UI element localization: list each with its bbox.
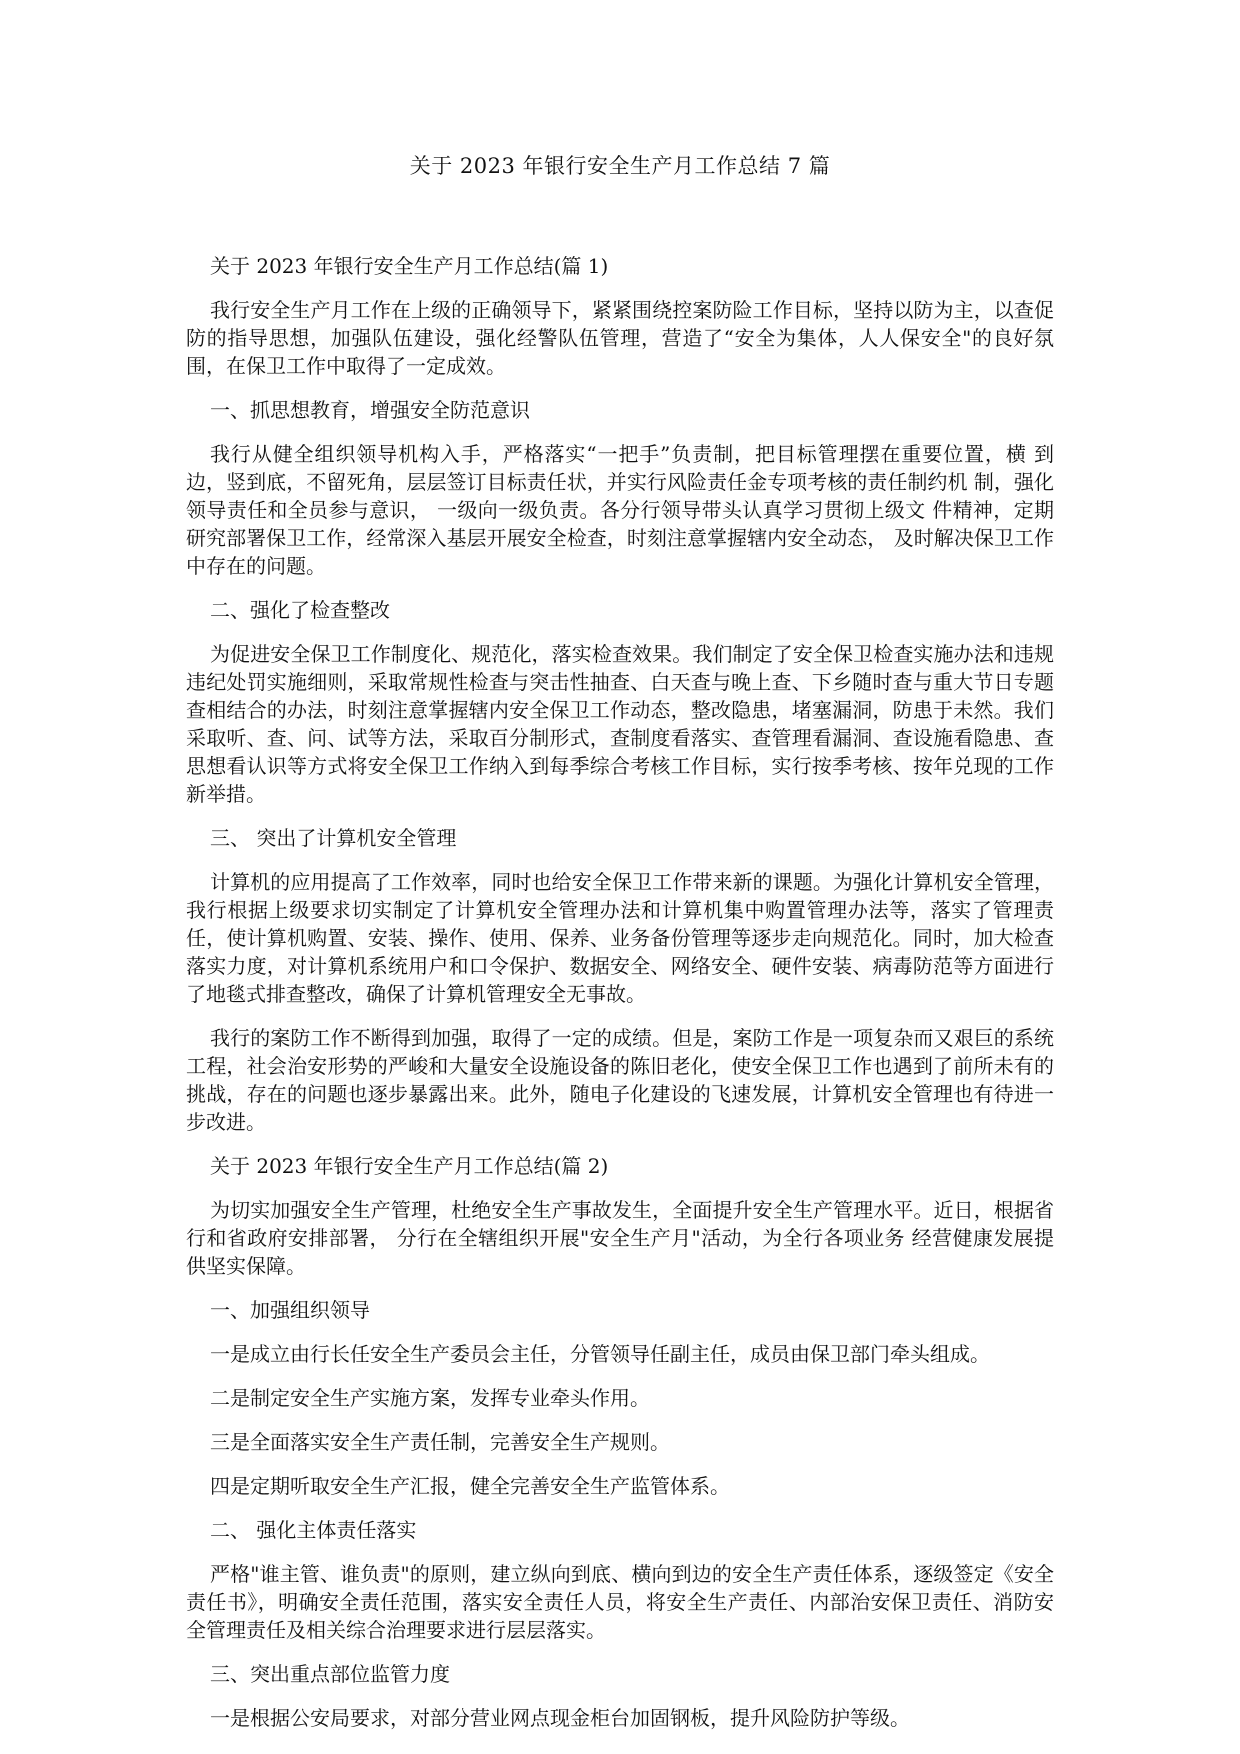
paragraph: 三是全面落实安全生产责任制，完善安全生产规则。	[210, 1430, 670, 1454]
section-heading: 关于 2023 年银行安全生产月工作总结(篇 2)	[210, 1154, 609, 1178]
section-heading: 三、 突出了计算机安全管理	[210, 826, 457, 850]
section-heading: 二、 强化主体责任落实	[210, 1518, 417, 1542]
paragraph: 一是成立由行长任安全生产委员会主任，分管领导任副主任，成员由保卫部门牵头组成。	[210, 1342, 990, 1366]
section-heading: 一、抓思想教育，增强安全防范意识	[210, 398, 530, 422]
paragraph: 我行的案防工作不断得到加强，取得了一定的成绩。但是，案防工作是一项复杂而又艰巨的系统工程，社会治安形势的严峻和大量安全设施设备的陈旧老化，使安全保卫工作也遇到了前所未有的挑战，存在的问题也逐步暴露出来。此外，随电子化建设的飞速发展，计算机安全管理也有待进一步改进。	[186, 1026, 1054, 1134]
document-body	[186, 252, 1054, 1748]
paragraph: 为促进安全保卫工作制度化、规范化，落实检查效果。我们制定了安全保卫检查实施办法和违规违纪处罚实施细则，采取常规性检查与突击性抽查、白天查与晚上查、下乡随时查与重大节日专题查相结合的办法，时刻注意掌握辖内安全保卫工作动态，整改隐患，堵塞漏洞，防患于未然。我们采取听、查、问、试等方法，采取百分制形式，查制度看落实、查管理看漏洞、查设施看隐患、查思想看认识等方式将安全保卫工作纳入到每季综合考核工作目标，实行按季考核、按年兑现的工作新举措。	[186, 642, 1054, 806]
paragraph: 计算机的应用提高了工作效率，同时也给安全保卫工作带来新的课题。为强化计算机安全管理，我行根据上级要求切实制定了计算机安全管理办法和计算机集中购置管理办法等，落实了管理责任，使计算机购置、安装、操作、使用、保养、业务备份管理等逐步走向规范化。同时，加大检查落实力度，对计算机系统用户和口令保护、数据安全、网络安全、硬件安装、病毒防范等方面进行了地毯式排查整改，确保了计算机管理安全无事故。	[186, 870, 1054, 1006]
paragraph: 我行安全生产月工作在上级的正确领导下，紧紧围绕控案防险工作目标，坚持以防为主，以查促防的指导思想，加强队伍建设，强化经警队伍管理，营造了“安全为集体，人人保安全"的良好氛围，在保卫工作中取得了一定成效。	[186, 298, 1054, 378]
section-heading: 关于 2023 年银行安全生产月工作总结(篇 1)	[210, 254, 609, 278]
paragraph: 一是根据公安局要求，对部分营业网点现金柜台加固钢板，提升风险防护等级。	[210, 1706, 910, 1730]
section-heading: 一、加强组织领导	[210, 1298, 370, 1322]
paragraph: 严格"谁主管、谁负责"的原则，建立纵向到底、横向到边的安全生产责任体系，逐级签定《安全责任书》，明确安全责任范围，落实安全责任人员，将安全生产责任、内部治安保卫责任、消防安全管理责任及相关综合治理要求进行层层落实。	[186, 1562, 1054, 1642]
section-heading: 二、强化了检查整改	[210, 598, 390, 622]
paragraph: 二是制定安全生产实施方案，发挥专业牵头作用。	[210, 1386, 650, 1410]
document-title: 关于 2023 年银行安全生产月工作总结 7 篇	[409, 154, 831, 178]
paragraph: 为切实加强安全生产管理，杜绝安全生产事故发生，全面提升安全生产管理水平。近日，根据省行和省政府安排部署， 分行在全辖组织开展"安全生产月"活动，为全行各项业务 经营健康发展提供坚实保障。	[186, 1198, 1054, 1278]
section-heading: 三、突出重点部位监管力度	[210, 1662, 450, 1686]
paragraph: 我行从健全组织领导机构入手，严格落实“一把手”负责制，把目标管理摆在重要位置，横 到边，竖到底，不留死角，层层签订目标责任状，并实行风险责任金专项考核的责任制约机 制，强化领导责任和全员参与意识， 一级向一级负责。各分行领导带头认真学习贯彻上级文 件精神，定期研究部署保卫工作，经常深入基层开展安全检查，时刻注意掌握辖内安全动态， 及时解决保卫工作中存在的问题。	[186, 442, 1054, 578]
paragraph: 四是定期听取安全生产汇报，健全完善安全生产监管体系。	[210, 1474, 730, 1498]
